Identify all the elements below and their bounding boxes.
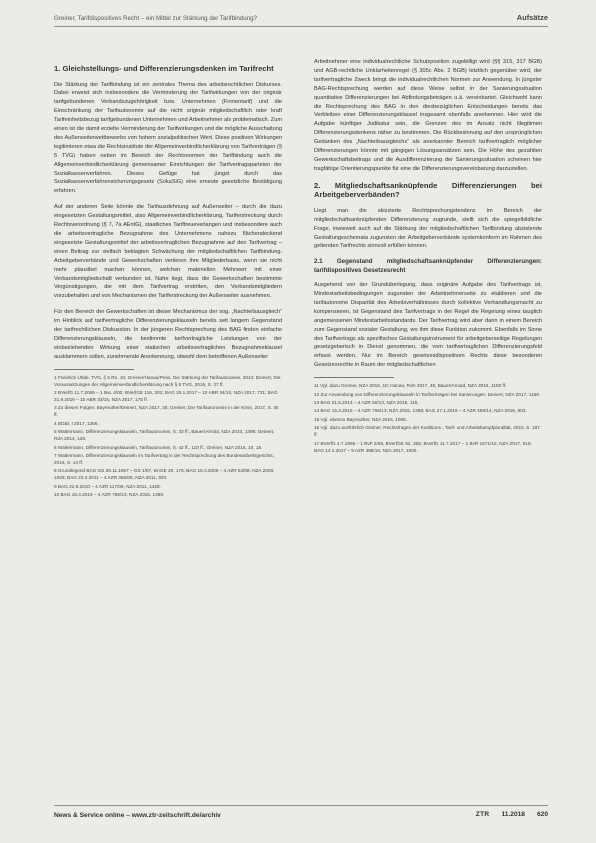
page-footer [54,805,548,820]
footnotes [54,374,282,499]
footnote: 9 BAG 22.9.2010 – 4 AZR 117/09, NZA 2011, 1428. [54,483,161,489]
heading-2: 2. Mitgliedschaftsanknüpfende Differenzierungen bei Arbeitgeberverbänden? [314,180,542,200]
footnote: 6 Waltermann, Differenzierungsklauseln, Tarifautonomie, S. 42 ff., 110 ff.; Greiner, NZA 2016, 10, 15. [54,444,263,450]
section-label: Aufsätze [516,13,548,22]
footnote: 1 Friedrich Uhde, TVG, § 5 Rn. 10; Greiner/Hanau/Preis, Die Stärkung der Tarifautonomie, 2014; Deinert, Die Voraussetzungen der Allgemeinverbindlicherklärung nach § 5 TVG, 2016, S. 37 ff. [54,374,281,387]
footer-service-link[interactable]: News & Service online – www.ztr-zeitschrift.de/archiv [54,812,221,819]
footnote: 3 Zu diesen Folgen: Bayreuther/Deinert, NZA 2017, 35; Greiner, Die Tarifautonomie in der Krise, 2017, S. 45 ff. [54,405,279,418]
footnotes [314,382,542,453]
footnote: 15 Vgl. ebenso Bayreuther, NZA 2016, 1006. [314,416,408,422]
paragraph: Für den Bereich der Gewerkschaften ist dieser Mechanismus der sog. „Nachteilsausgleich“ im Hinblick auf tarifvertragliche Differenzierungsklauseln bereits seit langem Gegenstand der tarifrechtlichen Diskussion. In der jüngeren Rechtsprechung des BAG finden einfache Differenzierungsklauseln, die bestimmte tarifvertragliche Leistungen von der einbeziehenden Wirkung einer statischen arbeitsvertraglichen Bezugnahmeklausel ausklammern sollen, zunehmende Anerkennung, obwohl dem betroffenen Außenseiter [54,309,282,360]
left-column [54,58,282,500]
footnote: 17 BVerfG 4.7.1995 – 1 BvF 2/86, BVerfGE 92, 365; BVerfG 11.7.2017 – 1 BvR 1571/15, NZA 2017, 915; BAG 14.2.2017 – 9 AZR 488/16, NZA 2017, 1000. [314,440,532,453]
footnote: 8 Grundlegend BAG GS 29.11.1967 – GS 1/67, BAGE 20, 175; BAG 18.3.2009 – 4 AZR 64/08, NZA 2009, 1028; BAG 23.3.2011 – 4 AZR 366/09, NZA 2011, 920. [54,468,275,481]
heading-2-1: 2.1 Gegenstand mitgliedschaftsanknüpfender Differenzierungen: tarifdispositives Gesetzesrecht [314,258,542,274]
issue-number: 11.2018 [501,811,525,818]
footnote: 14 BAG 15.4.2015 – 4 AZR 796/13, NZA 2015, 1388; BAG 27.1.2016 – 4 AZR 468/14, NZA 2016, 903. [314,408,527,414]
right-column [314,58,542,455]
paragraph: Die Stärkung der Tarifbindung ist ein zentrales Thema des arbeitsrechtlichen Diskurses. Dabei erweist sich insbesondere die Verminderung der Tarifwirkungen von der originär tarifgebundenen Verbandszugehörigkeit bzw. Unternehmen (Firmentarif) und die Einschränkung der Tarifautonomie auf die nicht originär mitgliedschaftlich oder kraft Tarifeinheitsbezug tarifgebundenen Unternehmen und Arbeitnehmer als problematisch. Zum einen ist die damit erzielte Verminderung der Tarifwirkungen und die mögliche Ausschaltung des Außenseiterwettbewerbs von hohem sozialpolitischen Wert. Diese positiven Wirkungen legitimieren etwa die Rechtsinstitute der Allgemeinverbindlicherklärung von Tarifverträgen (§ 5 TVG) haben neben im Bereich der Rechtsnormen der Tarifbindung auch die Allgemeinverbindlicherklärung gemeinsamer Einrichtungen der Tarifvertragsparteien der Sozialkassenverfahren. Dieses Gefüge hat jüngst durch das Sozialkassenverfahrensicherungsgesetz (SokaSiG) eine erneute gesetzliche Bestätigung erfahren. [54,81,282,195]
heading-1: 1. Gleichstellungs- und Differenzierungsdenken im Tarifrecht [54,64,274,73]
footnote: 12 Zur Anwendung von Differenzierungsklauseln in Tarifverträgen bei Sanierungen: Deinert, NZA 2017, 1168. [314,391,541,397]
paragraph: Auf der anderen Seite könnte die Tarifausdehnung auf Außenseiter – durch die dazu eingesetzten Gestaltungsmittel, also Allgemeinverbindlicherklärung, Tariferstreckung durch Rechtsverordnung (§ 7, 7a AEntG), staatliches Tariftreueverlangen und insbesondere auch die arbeitsvertragliche Bezugnahme des Unternehmens nahezu flächendeckend eingesetzte Gestaltungsmittel der arbeitsvertraglichen Bezugnahme auf den Tarifvertrag – einen Beitrag zur vielfach beklagten Schwächung der mitgliedschaftlichen Tarifbindung. Arbeitgeberverbände und Gewerkschaften verlieren ihre Mitgliederbasis, wenn sie nicht mehr plausibel machen können, welchen materiellen Mehrwert mit einer Verbandsmitgliedschaft verbunden ist. Nahe liegt, dass die Gewerkschaften bestimmte Vergünstigungen, die mit dem Tarifvertrag erstritten, den Verbandsmitgliedern vorzubehalten und von Mechanismen der Tariferstreckung der Außenseiter ausnehmen. [54,204,282,300]
page-number: 620 [536,811,548,818]
footnote-rule [54,369,134,370]
footnote: 10 BAG 15.4.2015 – 4 AZR 796/13, NZA 2015, 1388. [54,492,165,498]
footnote: 2 BVerfG 11.7.2006 – 1 BvL 4/00, BVerfGE 116, 202; BAG 25.1.2017 – 10 ABR 34/15, NZA 2017, 731; BAG 21.9.2016 – 10 ABR 33/15, NZA 2017, 175 ff. [54,390,278,403]
footnote: 16 Vgl. dazu ausführlich Greiner, Rechtsfragen der Koalitions-, Tarif- und Arbeitskampfpluralität, 2010, S. 187 ff. [314,425,540,438]
footnote: 7 Waltermann, Differenzierungsklauseln im Tarifvertrag in der Rechtsprechung des Bundesarbeitsgerichts, 2016, S. 14 ff. [54,453,275,466]
paragraph: Ausgehend von der Grundüberlegung, dass originäre Aufgabe des Tarifvertrags ist, Mindestarbeitsbedingungen zugunsten der Arbeitnehmerseite zu etablieren und die tarifautonome Disparität des Arbeitsverhältnisses durch kollektive Verhandlungsmacht zu kompensieren, ist Gegenstand des Tarifvertrags in der Regel die Regelung eines tauglich angemessenen Mindestarbeitsstandards. Der Tarifvertrag wird aber dann in einem Bereich zum Gegenstand sozialer Gestaltung, wo ihm diese Funktion zukommt. Ebenfalls im Sinne des Tarifvertrags als spezifisches Gestaltungsinstrument für arbeitgeberseitige Regelungen gesetzgeberisch in Dienst genommen, die vom tarifvertraglichen Differenzierungsfeld erfasst werden. Nur im Bereich gesetzesdispositiven Rechts diese besonderen Gesetzesrechte in Raum der mitgliedschaftlichen [314,282,542,369]
footer-issue-info [464,811,548,818]
footnote: 13 BAG 21.5.2014 – 4 AZR 50/13, NZA 2015, 115. [314,399,419,405]
footnote: 4 BGBl. I 2017, 1266. [54,420,99,426]
journal-name: ZTR [475,811,490,818]
running-header [54,10,548,27]
footnote: 5 Waltermann, Differenzierungsklauseln, Tarifautonomie, S. 33 ff.; Bauer/Arnold, NZA 2010, 1395; Deinert, RdA 2014, 129. [54,429,275,442]
paragraph: Liegt man die skizzierte Rechtsprechungstendenz im Bereich der mitgliedschaftsanknüpfenden Differenzierung zugrunde, stellt sich die spiegelbildliche Frage, inwieweit auch auf die Stärkung der mitgliedschaftlichen Tarifbindung abzielende Gestaltungsschemata zugunsten der Arbeitgeberverbände systemkonform im Rahmen des geltenden Tarifrechts sinnvoll erfüllen können. [314,207,542,250]
footnote-rule [314,377,394,378]
running-title: Greiner, Tarifdispositives Recht – ein Mittel zur Stärkung der Tarifbindung? [54,15,258,22]
paragraph: Arbeitnehmer eine individualrechtliche Schutzposition zugebilligt wird (§§ 315, 317 BGB) und AGB-rechtliche Unklarheitenregel (§ 305c Abs. 2 BGB) letztlich gegenüber wird, der tarifvertragliche Zweck bringt die individualrechtlichen Normen zur Anwendung. In jüngster BAG-Rechtsprechung werden auf diese Weise selbst in der Sanierungssituation quantitative Differenzierungen bei Abfindungsbeträgen u.ä. vereinbartet. Gleichwohl kann die Rechtsprechung des BAG in den diesbezüglichen Entscheidungen bereits das Verbleiben einer Differenzierungsklausel insgesamt ebenfalls anerkennen. Hier wird die Aufgabe künftiger Judikatur sein, die Grenzen des im Ansatz nicht illegitimen Differenzierungsdenkens näher zu bestimmen. Die Rückbesinnung auf den ursprünglichen Gedanken des „Nachteilsausgleichs“ als anerkannter Bereich tarifvertraglich möglicher Differenzierungen könnte mit gängigen Lösungsansätzen sein. Die Höhe des gezahlten Gewerkschaftsbeitrags und die Ausdifferenzierung der Sanierungssituation scheinen hier tragfähige Orientierungspunkte für eine die Differenzierungsvereinbarung darzustellen. [314,59,542,172]
footnote: 11 Vgl. dazu Greiner, NZA 2016, 10; Hanau, RdA 2017, 45; Bauer/Arnold, NZA 2016, 1150 ff. [314,383,507,389]
